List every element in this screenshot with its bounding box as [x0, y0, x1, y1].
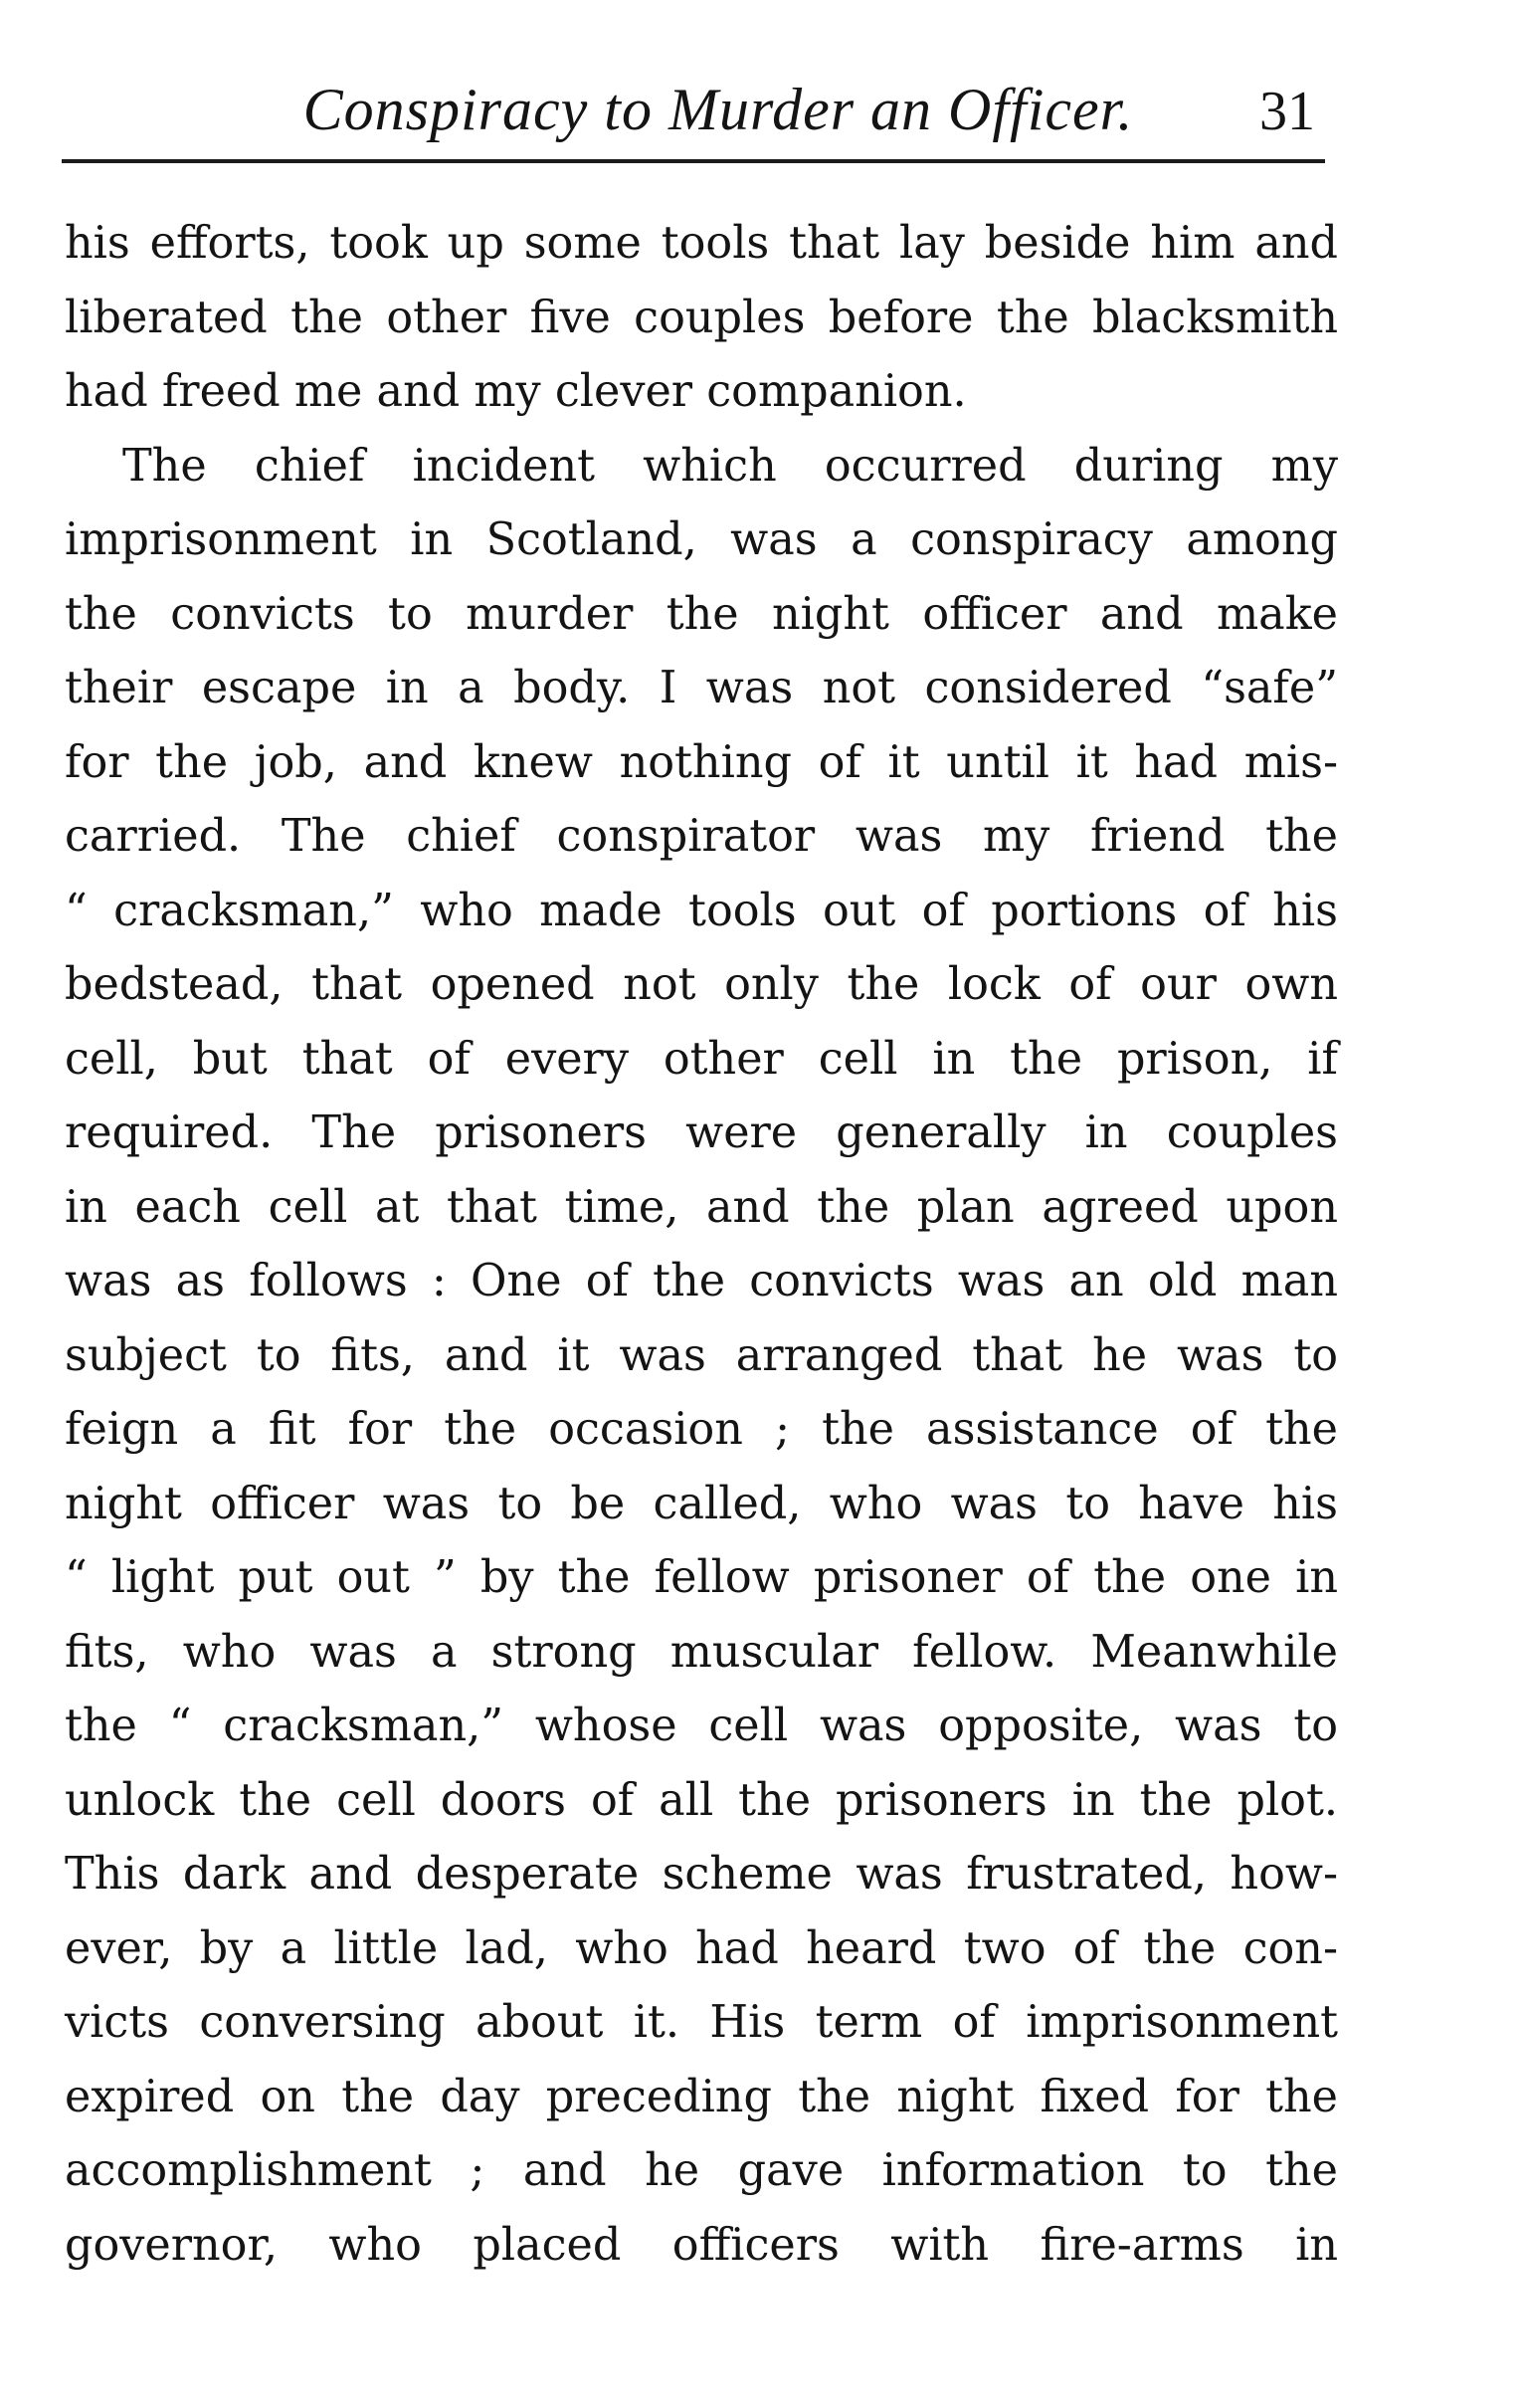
text-line: expired on the day preceding the night fixed for the: [65, 2071, 1338, 2122]
text-line: “ cracksman,” who made tools out of portions of his: [65, 885, 1338, 936]
text-line: “ light put out ” by the fellow prisoner of the one in: [65, 1552, 1338, 1603]
text-line: his efforts, took up some tools that lay beside him and: [65, 218, 1338, 269]
running-head-title: Conspiracy to Murder an Officer.: [302, 77, 1134, 142]
text-line: in each cell at that time, and the plan agreed upon: [65, 1181, 1338, 1233]
text-line: ever, by a little lad, who had heard two of the con-: [65, 1922, 1338, 1974]
text-line: carried. The chief conspirator was my friend the: [65, 811, 1338, 862]
text-line: was as follows : One of the convicts was an old man: [65, 1256, 1338, 1306]
text-line: feign a fit for the occasion ; the assistance of the: [65, 1404, 1338, 1455]
text-line: imprisonment in Scotland, was a conspiracy among: [65, 514, 1338, 565]
text-line: accomplishment ; and he gave information to the: [65, 2145, 1338, 2196]
text-line: The chief incident which occurred during my: [122, 440, 1338, 492]
text-line: had freed me and my clever companion.: [65, 366, 967, 417]
page-number: 31: [1259, 81, 1315, 142]
text-line: fits, who was a strong muscular fellow. Meanwhile: [65, 1626, 1338, 1678]
text-line: the “ cracksman,” whose cell was opposite, was to: [65, 1701, 1338, 1751]
text-line: their escape in a body. I was not considered “safe”: [65, 663, 1338, 713]
body-text: [65, 207, 1338, 2283]
text-line: bedstead, that opened not only the lock of our own: [65, 959, 1338, 1010]
running-head: [62, 70, 1325, 169]
text-line: for the job, and knew nothing of it until it had mis-: [65, 736, 1338, 788]
text-line: the convicts to murder the night officer and make: [65, 588, 1338, 640]
text-line: subject to fits, and it was arranged that he was to: [65, 1329, 1338, 1381]
text-line: victs conversing about it. His term of imprisonment: [65, 1997, 1338, 2048]
text-line: liberated the other five couples before the blacksmith: [65, 292, 1338, 343]
text-line: night officer was to be called, who was to have his: [65, 1478, 1338, 1529]
text-line: required. The prisoners were generally in couples: [65, 1107, 1338, 1158]
text-line: This dark and desperate scheme was frustrated, how-: [65, 1849, 1338, 1900]
text-line: cell, but that of every other cell in the prison, if: [65, 1033, 1338, 1085]
text-line: governor, who placed officers with fire-arms in: [65, 2219, 1338, 2271]
header-rule: [62, 159, 1325, 163]
text-line: unlock the cell doors of all the prisoners in the plot.: [65, 1774, 1338, 1826]
